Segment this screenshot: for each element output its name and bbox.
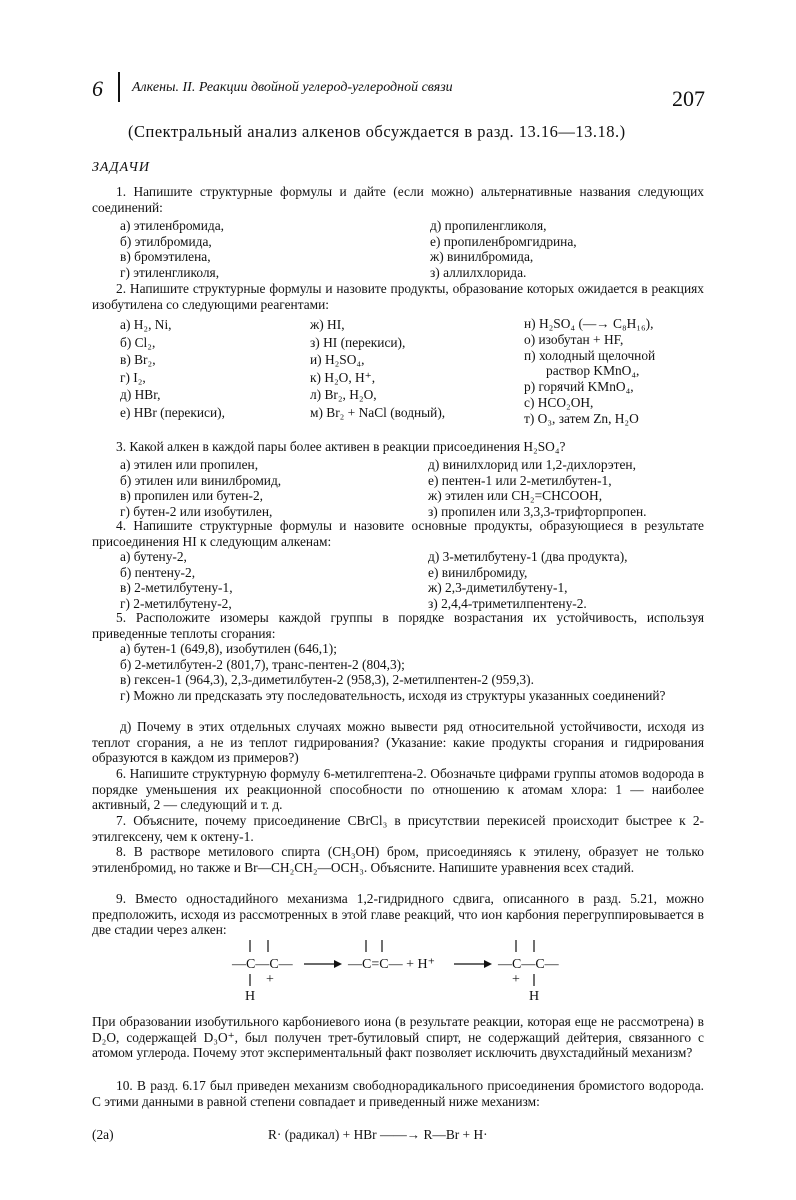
carbocation-rearrangement-scheme: [230, 938, 560, 1016]
equation-2a: R· (радикал) + HBr ——→ R—Br + H·: [268, 1127, 488, 1142]
section-title: ЗАДАЧИ: [92, 160, 151, 175]
list-item: раствор KMnO₄,: [546, 363, 640, 379]
list-item: д) HBr,: [120, 387, 161, 402]
problem-1-right: [430, 218, 577, 280]
list-item: г) бутен-2 или изобутилен,: [120, 503, 273, 519]
problem-8-text: 8. В растворе метилового спирта (CH₃OH) бром, присоединяясь к этилену, образует не только этиленбромид, но также и Br—CH₂CH₂—OCH₃. Объясните. Напишите уравнения всех стадий.: [92, 844, 704, 875]
problem-5-text: 5. Расположите изомеры каждой группы в порядке возрастания их устойчивость, используя приведенные теплоты сгорания:: [92, 610, 704, 641]
problem-3-text: 3. Какой алкен в каждой пары более активен в реакции присоединения H₂SO₄?: [116, 439, 566, 454]
list-item: д) винилхлорид или 1,2-дихлорэтен,: [428, 457, 636, 472]
list-item: ж) 2,3-диметилбутену-1,: [428, 580, 568, 596]
list-item: з) HI (перекиси),: [310, 334, 406, 350]
list-item: с) HCO₂OH,: [524, 394, 594, 410]
problem-5-d: д) Почему в этих отдельных случаях можно вывести ряд относительной устойчивости, исходя из теплот сгорания, а не из теплот гидрирования? (Указание: какие продукты сгорания и гидрирования образуются в каждом из примеров?): [92, 719, 704, 765]
list-item: о) изобутан + HF,: [524, 331, 624, 347]
list-item: ж) HI,: [310, 317, 345, 332]
list-item: е) пентен-1 или 2-метилбутен-1,: [428, 472, 612, 488]
problem-2-col3: [524, 316, 655, 427]
list-item: е) HBr (перекиси),: [120, 404, 225, 420]
list-item: а) бутен-1 (649,8), изобутилен (646,1);: [120, 641, 337, 656]
list-item: д) пропиленгликоля,: [430, 218, 547, 233]
list-item: т) O₃, затем Zn, H₂O: [524, 410, 639, 426]
problem-5-items: [120, 641, 534, 688]
list-item: з) аллилхлорида.: [430, 264, 527, 280]
list-item: г) I₂,: [120, 369, 146, 385]
list-item: л) Br₂, H₂O,: [310, 387, 377, 402]
problem-1-text: 1. Напишите структурные формулы и дайте (если можно) альтернативные названия следующих соединений:: [92, 184, 704, 215]
spectral-note: (Спектральный анализ алкенов обсуждается в разд. 13.16—13.18.): [128, 122, 626, 141]
list-item: г) этиленгликоля,: [120, 264, 220, 280]
list-item: е) винилбромиду,: [428, 564, 528, 580]
chapter-title: Алкены. II. Реакции двойной углерод-углеродной связи: [132, 80, 453, 95]
header-divider: [118, 72, 120, 102]
list-item: в) Br₂,: [120, 352, 156, 367]
list-item: з) пропилен или 3,3,3-трифторпропен.: [428, 503, 647, 519]
list-item: н) H₂SO₄ (—→ C₈H₁₆),: [524, 316, 654, 331]
list-item: м) Br₂ + NaCl (водный),: [310, 404, 446, 420]
list-item: д) 3-метилбутену-1 (два продукта),: [428, 549, 628, 564]
problem-4-right: [428, 549, 628, 611]
right-core: —C—C—: [498, 957, 559, 972]
page-number: 207: [672, 86, 705, 111]
list-item: р) горячий KMnO₄,: [524, 379, 634, 395]
list-item: г) 2-метилбутену-2,: [120, 595, 232, 611]
arrow-head-icon: [484, 960, 492, 968]
list-item: и) H₂SO₄,: [310, 352, 365, 367]
problem-3-right: [428, 457, 647, 519]
problem-6-text: 6. Напишите структурную формулу 6-метилгептена-2. Обозначьте цифрами группы атомов водорода в порядке уменьшения их реакционной способности по отношению к атомам хлора: 1 — наиболее активный, 2 — следующий и т. д.: [92, 766, 704, 812]
list-item: п) холодный щелочной: [524, 347, 656, 363]
list-item: б) этилен или винилбромид,: [120, 472, 282, 488]
right-plus: +: [512, 972, 520, 987]
list-item: а) этилен или пропилен,: [120, 457, 259, 472]
problem-4-left: [120, 549, 233, 611]
list-item: а) H₂, Ni,: [120, 317, 172, 332]
list-item: б) этилбромида,: [120, 233, 212, 249]
list-item: в) гексен-1 (964,3), 2,3-диметилбутен-2 (958,3), 2-метилпентен-2 (959,3).: [120, 672, 534, 688]
list-item: в) бромэтилена,: [120, 249, 211, 265]
problem-9-continued: При образовании изобутильного карбониевого иона (в результате реакции, которая еще не рассмотрена) в D₂O, содержащей D₃O⁺, был получен трет-бутиловый спирт, не содержащий дейтерия, связанного с атомом углерода. Почему этот экспериментальный факт позволяет исключить двухстадийный механизм?: [92, 1014, 704, 1060]
list-item: б) Cl₂,: [120, 334, 156, 350]
left-plus: +: [266, 972, 274, 987]
problem-1-left: [120, 218, 224, 280]
list-item: в) пропилен или бутен-2,: [120, 488, 263, 504]
list-item: к) H₂O, H⁺,: [310, 369, 376, 385]
problem-2-col2: [310, 316, 445, 421]
list-item: з) 2,4,4-триметилпентену-2.: [428, 595, 587, 611]
list-item: ж) этилен или CH₂=CHCOOH,: [428, 488, 603, 504]
middle-alkene: —C=C— + H⁺: [348, 957, 435, 972]
list-item: в) 2-метилбутену-1,: [120, 580, 233, 596]
problem-4-text: 4. Напишите структурные формулы и назовите основные продукты, образующиеся в результате присоединения HI к следующим алкенам:: [92, 518, 704, 549]
problem-9-text: 9. Вместо одностадийного механизма 1,2-гидридного сдвига, описанного в разд. 5.21, можно предположить, исходя из рассмотренных в этой главе реакций, что ион карбония перегруппировывается в две стадии через алкен:: [92, 891, 704, 937]
problem-10-text: 10. В разд. 6.17 был приведен механизм свободнорадикального присоединения бромистого водорода. С этими данными в равной степени совпадает и приведенный ниже механизм:: [92, 1078, 704, 1109]
problem-5-g: г) Можно ли предсказать эту последовательность, исходя из структуры указанных соединений?: [120, 688, 666, 703]
problem-2-col1: [120, 316, 225, 421]
right-h: H: [529, 989, 540, 1004]
list-item: б) пентену-2,: [120, 564, 196, 580]
problem-7-text: 7. Объясните, почему присоединение CBrCl₃ в присутствии перекисей происходит быстрее к 2-этилгексену, чем к октену-1.: [92, 813, 704, 844]
problem-2-text: 2. Напишите структурные формулы и назовите продукты, образование которых ожидается в реакциях изобутилена со следующими реагентами:: [92, 281, 704, 312]
list-item: а) этиленбромида,: [120, 218, 224, 233]
list-item: б) 2-метилбутен-2 (801,7), транс-пентен-2 (804,3);: [120, 656, 405, 672]
equation-label: (2a): [92, 1127, 114, 1142]
list-item: а) бутену-2,: [120, 549, 187, 564]
left-h: H: [245, 989, 256, 1004]
list-item: ж) винилбромида,: [430, 249, 534, 265]
left-core: —C—C—: [232, 957, 293, 972]
list-item: е) пропиленбромгидрина,: [430, 233, 577, 249]
chapter-number: 6: [92, 76, 103, 101]
arrow-head-icon: [334, 960, 342, 968]
problem-3-left: [120, 457, 281, 519]
